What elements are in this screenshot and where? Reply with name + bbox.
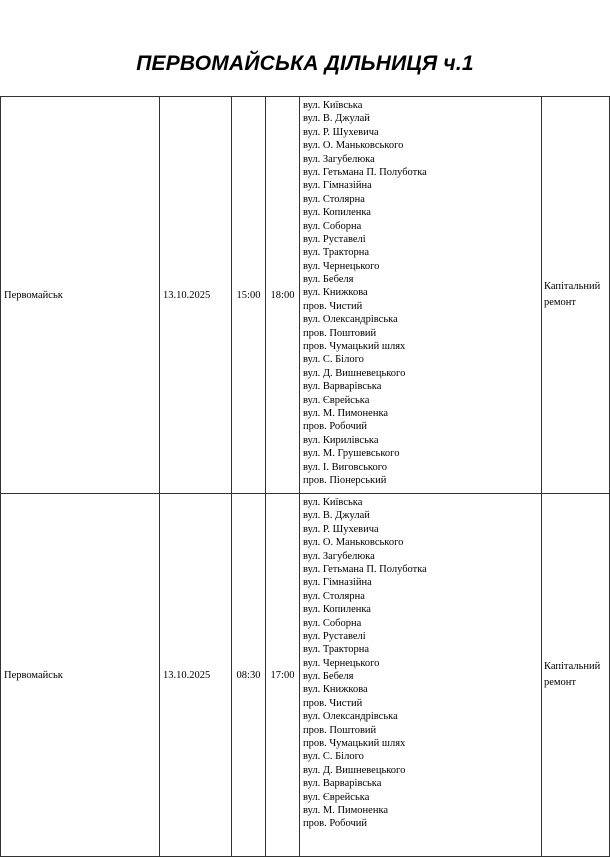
time-from-cell: 08:30 <box>232 494 266 857</box>
street-item: вул. Єврейська <box>303 791 370 803</box>
street-item: пров. Поштовий <box>303 327 377 339</box>
street-item: пров. Чумацький шлях <box>303 341 406 353</box>
street-list <box>303 496 541 831</box>
streets-cell <box>300 494 542 857</box>
settlement-cell: Первомайськ <box>1 494 160 857</box>
street-item: вул. Гімназійна <box>303 577 372 589</box>
street-item: вул. Книжкова <box>303 684 368 696</box>
street-item: вул. Чернецького <box>303 657 380 669</box>
street-item: вул. Гетьмана П. Полуботка <box>303 166 427 178</box>
street-item: вул. Соборна <box>303 617 362 629</box>
time-to-cell: 17:00 <box>266 494 300 857</box>
street-item: вул. С. Білого <box>303 354 364 366</box>
street-item: вул. Р. Шухевича <box>303 523 379 535</box>
street-item: вул. В. Джулай <box>303 510 370 522</box>
street-item: вул. Соборна <box>303 220 362 232</box>
street-item: вул. Д. Вишневецького <box>303 367 406 379</box>
date-cell: 13.10.2025 <box>160 97 232 494</box>
street-item: пров. Робочий <box>303 421 367 433</box>
street-list <box>303 99 541 487</box>
streets-cell <box>300 97 542 494</box>
street-item: вул. Тракторна <box>303 247 369 259</box>
date-cell: 13.10.2025 <box>160 494 232 857</box>
street-item: вул. О. Маньковського <box>303 537 404 549</box>
street-item: вул. Д. Вишневецького <box>303 764 406 776</box>
street-item: вул. Варварівська <box>303 381 382 393</box>
street-item: вул. Тракторна <box>303 644 369 656</box>
street-item: вул. О. Маньковського <box>303 140 404 152</box>
work-type-line: Капітальний <box>544 661 601 672</box>
street-item: вул. Р. Шухевича <box>303 126 379 138</box>
table-row <box>1 494 610 857</box>
work-type-line: ремонт <box>544 297 577 308</box>
street-item: пров. Поштовий <box>303 724 377 736</box>
street-item: вул. Чернецького <box>303 260 380 272</box>
street-item: вул. М. Грушевського <box>303 448 400 460</box>
page-title: ПЕРВОМАЙСЬКА ДІЛЬНИЦЯ ч.1 <box>136 52 474 75</box>
street-item: вул. І. Виговського <box>303 461 387 473</box>
street-item: вул. Столярна <box>303 590 365 602</box>
street-item: вул. С. Білого <box>303 751 364 763</box>
street-item: вул. Київська <box>303 497 363 508</box>
street-item: вул. Бебеля <box>303 671 354 683</box>
street-item: вул. Столярна <box>303 193 365 205</box>
street-item: вул. Загубелюка <box>303 153 375 165</box>
street-item: вул. Варварівська <box>303 778 382 790</box>
time-to-cell: 18:00 <box>266 97 300 494</box>
street-item: вул. Олександрівська <box>303 314 398 326</box>
street-item: вул. Книжкова <box>303 287 368 299</box>
street-item: вул. Олександрівська <box>303 711 398 723</box>
work-type-cell <box>542 97 610 494</box>
street-item: вул. Київська <box>303 100 363 111</box>
street-item: вул. Гімназійна <box>303 180 372 192</box>
street-item: вул. Копиленка <box>303 604 371 616</box>
street-item: вул. Руставелі <box>303 233 366 245</box>
work-type-cell <box>542 494 610 857</box>
street-item: вул. Кирилівська <box>303 434 379 446</box>
street-item: вул. Гетьмана П. Полуботка <box>303 563 427 575</box>
street-item: вул. Бебеля <box>303 274 354 286</box>
street-item: вул. Копиленка <box>303 207 371 219</box>
street-item: пров. Робочий <box>303 818 367 830</box>
outage-schedule-table <box>0 96 610 857</box>
street-item: вул. Єврейська <box>303 394 370 406</box>
street-item: пров. Чистий <box>303 697 363 709</box>
work-type-line: ремонт <box>544 677 577 688</box>
street-item: пров. Чумацький шлях <box>303 738 406 750</box>
street-item: вул. В. Джулай <box>303 113 370 125</box>
street-item: пров. Піонерський <box>303 474 387 486</box>
table-row <box>1 97 610 494</box>
street-item: вул. М. Пимоненка <box>303 407 389 419</box>
street-item: вул. М. Пимоненка <box>303 804 389 816</box>
work-type-line: Капітальний <box>544 281 601 292</box>
street-item: пров. Чистий <box>303 300 363 312</box>
time-from-cell: 15:00 <box>232 97 266 494</box>
street-item: вул. Загубелюка <box>303 550 375 562</box>
settlement-cell: Первомайськ <box>1 97 160 494</box>
street-item: вул. Руставелі <box>303 630 366 642</box>
